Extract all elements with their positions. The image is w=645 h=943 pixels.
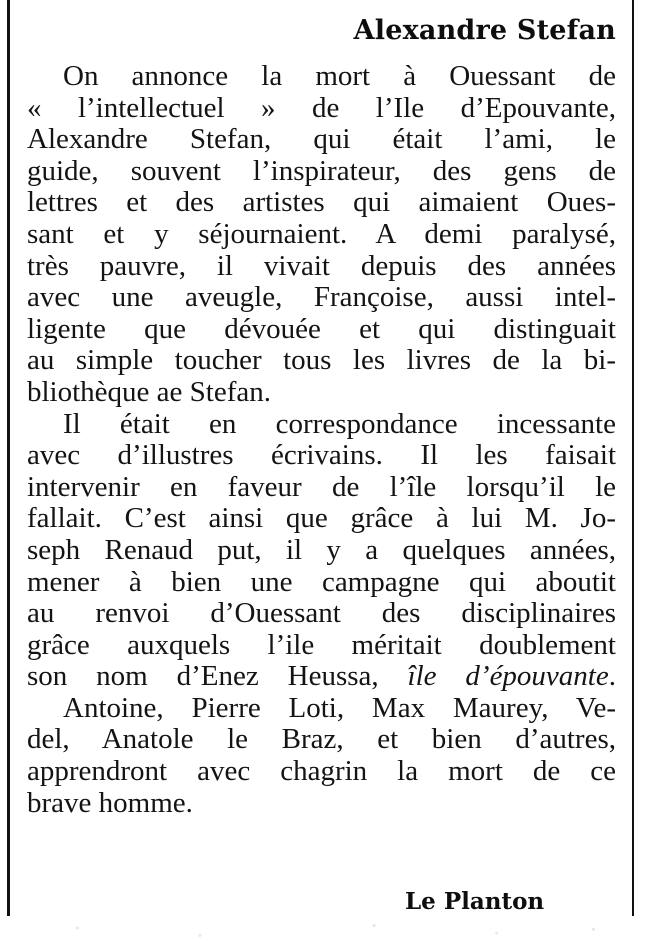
column-rule-left [7,0,10,916]
text-line: grâce auxquels l’ile méritait doublement [27,628,616,661]
column-rule-right [632,0,634,916]
article-signature: Le Planton [405,888,545,915]
text-line: del, Anatole le Braz, et bien d’autres, [27,723,616,756]
text-line: brave homme. [27,786,193,819]
text-line: avec d’illustres écrivains. Il les faisait [27,439,616,472]
text-span: . [608,660,616,693]
text-line: On annonce la mort à Ouessant de [63,60,616,92]
text-line: sant et y séjournaient. A demi paralysé, [27,217,616,250]
paper-texture [0,918,645,943]
paragraph-3 [27,693,616,819]
text-line: avec une aveugle, Françoise, aussi intel- [27,281,616,314]
paragraph-1 [27,61,616,409]
text-line: Antoine, Pierre Loti, Max Maurey, Ve- [63,691,616,724]
text-line: apprendront avec chagrin la mort de ce [27,755,616,788]
text-line: ligente que dévouée et qui distinguait [27,312,616,345]
article-body [27,61,616,819]
text-line: Alexandre Stefan, qui était l’ami, le [27,123,616,156]
text-line: Il était en correspondance incessante [63,407,616,440]
text-line: au simple toucher tous les livres de la bi- [27,344,616,377]
text-line: fallait. C’est ainsi que grâce à lui M. Jo- [27,502,616,535]
text-line: lettres et des artistes qui aimaient Oues- [27,186,616,219]
italic-phrase: île d’épouvante [407,660,609,693]
text-line: très pauvre, il vivait depuis des années [27,249,616,282]
article-headline: Alexandre Stefan [353,15,616,46]
text-line: seph Renaud put, il y a quelques années, [27,533,616,566]
text-line: « l’intellectuel » de l’Ile d’Epouvante, [27,91,616,124]
text-line: bliothèque ae Stefan. [27,375,271,408]
text-line-mixed [27,661,616,693]
text-line: guide, souvent l’inspirateur, des gens de [27,154,616,187]
text-span: son nom d’Enez Heussa, [27,660,408,693]
text-line: au renvoi d’Ouessant des disciplinaires [27,597,616,630]
paragraph-2 [27,409,616,693]
text-line: intervenir en faveur de l’île lorsqu’il le [27,470,616,503]
text-line: mener à bien une campagne qui aboutit [27,565,616,598]
